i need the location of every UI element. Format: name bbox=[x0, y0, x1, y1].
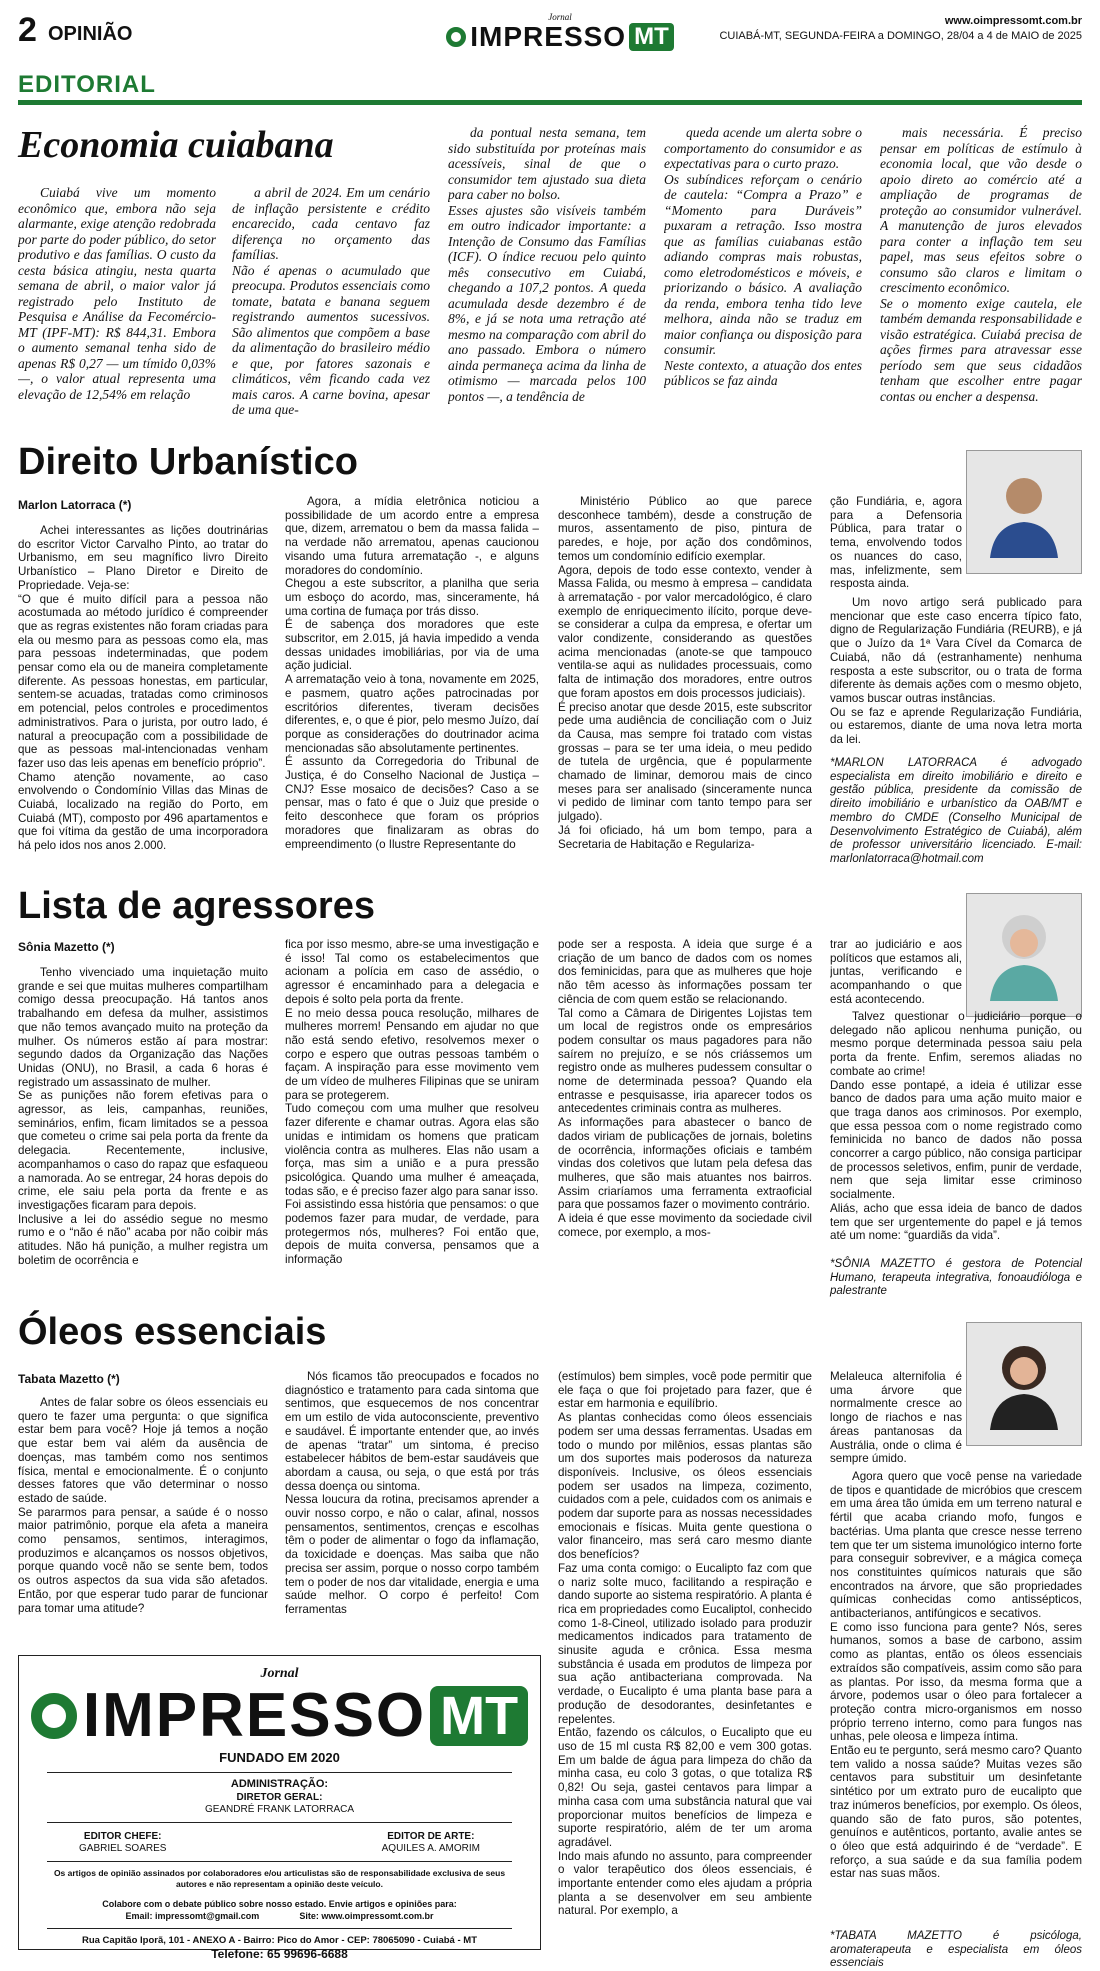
masthead bbox=[430, 12, 690, 52]
article1-col-4b: Um novo artigo será publicado para mencionar que este caso encerra típico fato, digno de Regularização Fundiária (REURB), e já que o Juízo da 1ª Vara Cível da Comarca de Cuiabá, não dá (estranhamente) nenhuma resposta a este subscritor, ou o trata de forma diferente às demais ações com o mesmo objeto, vamos buscar outras instâncias. Ou se faz e aprende Regularização Fundiária, ou estaremos, diante de uma nova letra morta da lei. bbox=[830, 596, 1082, 746]
person-icon bbox=[984, 466, 1064, 558]
editorial-col-3: da pontual nesta semana, tem sido substituída por proteínas mais acessíveis, sinal de que o consumidor tem ajustado sua dieta para caber no bolso. Esses ajustes são visíveis também em outro indicador importante: a Intenção de Consumo das Famílias (ICF). O índice recuou pelo quinto mês consecutivo em Cuiabá, chegando a 107,2 pontos. A queda acumulada desde dezembro é de 8%, e já se nota uma retração até mesmo na comparação com abril do ano passado. Embora o número ainda permaneça acima da linha de otimismo — marcada pelos 100 pontos —, a tendência de bbox=[448, 125, 646, 404]
website: www.oimpressomt.com.br bbox=[944, 15, 1082, 27]
byline: Marlon Latorraca (*) bbox=[18, 498, 132, 512]
editor-arte-nome: AQUILES A. AMORIM bbox=[381, 1843, 480, 1854]
logo-o-icon bbox=[31, 1693, 77, 1739]
editorial-label: EDITORIAL bbox=[18, 71, 156, 98]
article3-col-4b: Agora quero que você pense na variedade de tipos e quantidade de micróbios que crescem em uma área tão úmida em um terreno natural e fértil que acaba criando mofo, fungos e bactérias. Uma planta que cresce nesse terreno tem que ter um sistema imunológico interno forte para conseguir sobreviver, e a mágica começa nos constituintes químicos naturais que são encontrados na árvore, que são propriedades químicas conhecidas como antissépticos, antibacterianos, antifúngicos e secativos. E como isso funciona para gente? Nós, seres humanos, somos a base de carbono, assim como as plantas, então os óleos essenciais extraídos são compatíveis, assim como são para as plantas. Por isso, da mesma forma que a árvore, podemos usar o óleo para fortalecer a proteção contra micro-organismos em nosso próprio terreno interno, como para fungos nas unhas, pele oleosa e limpeza íntima. Então eu te pergunto, será mesmo caro? Quanto tem valido a nossa saúde? Muitas vezes são centavos para substituir um desinfetante sintético por um extrato puro de eucalipto que traz inúmeros benefícios, por exemplo. Os óleos, quando são de fato puros, são potentes, genuínos e autênticos, portanto, avalie antes se o óleo que está adquirindo é de “verdade”. E reforço, a sua saúde e da sua família podem estar nas suas mãos. bbox=[830, 1470, 1082, 1881]
article-title: Lista de agressores bbox=[18, 885, 375, 927]
editor-chefe-label: EDITOR CHEFE: bbox=[83, 1831, 162, 1842]
editorial-col-2: a abril de 2024. Em um cenário de inflação persistente e crédito encarecido, cada centavo faz diferença no orçamento das famílias. Não é apenas o acumulado que preocupa. Produtos essenciais como tomate, batata e banana seguem registrando aumentos sucessivos. São alimentos que compõem a base da alimentação do brasileiro médio e que, por fatores sazonais e climáticos, vêm ficando cada vez mais caros. A carne bovina, apesar de uma que- bbox=[232, 185, 430, 417]
author-bio: *TABATA MAZETTO é psicóloga, aromaterapeuta e especialista em óleos essenciais bbox=[830, 1930, 1082, 1970]
editorial-col-1: Cuiabá vive um momento econômico que, embora não seja alarmante, exige atenção redobrada por parte do poder público, do setor produtivo e das famílias. O custo da cesta básica atingiu, nesta quarta semana de abril, o maior valor já registrado pelo Instituto de Pesquisa e Análise da Fecomércio-MT (IPF-MT): R$ 844,31. Embora o aumento semanal tenha sido de apenas R$ 0,27 — um tímido 0,03% —, o valor atual representa uma elevação de 12,54% em relação bbox=[18, 185, 216, 402]
article2-col-3: pode ser a resposta. A ideia que surge é a criação de um banco de dados com os nomes dos feminicidas, para que as mulheres que hoje não têm acesso às informações possam ter ciência de com quem estão se relacionando. Tal como a Câmara de Dirigentes Lojistas tem um local de registros onde os empresários podem consultar os maus pagadores para não saírem no prejuízo, e se nós criássemos um registro onde as mulheres pudessem consultar o nome de determinada pessoa? Quando ela entrasse e pesquisasse, iria aparecer todos os antecedentes criminais contra as mulheres. As informações para abastecer o banco de dados viriam de publicações de jornais, boletins de ocorrência, informações oficiais e também vindas dos coletivos que lutam pela defesa das mulheres, que são mais atuantes nos bairros. Assim criaríamos uma ferramenta extraoficial para que possamos fazer o movimento contrário. A ideia é que esse movimento da sociedade civil comece, por exemplo, a mos- bbox=[558, 938, 812, 1239]
masthead-word: IMPRESSO bbox=[470, 21, 627, 52]
email[interactable]: Email: impressomt@gmail.com bbox=[125, 1911, 260, 1921]
article3-col-4a: Melaleuca alternifolia é uma árvore que normalmente cresce ao longo de riachos e nas áreas pantanosas da Austrália, onde o clima é sempre úmido. bbox=[830, 1370, 962, 1466]
logo-o-icon bbox=[446, 27, 466, 47]
editorial-bar bbox=[18, 70, 1082, 105]
masthead-mt: MT bbox=[629, 23, 674, 51]
article1-col-1: Achei interessantes as lições doutrinárias do escritor Victor Carvalho Pinto, ao tratar do Urbanismo, em seu magnífico livro Direito Urbanístico – Plano Diretor e Direito de Propriedade. Veja-se: “O que é muito difícil para a pessoa não acostumada ao método jurídico é compreender que as regras existentes não foram criadas para ela ou mesmo para as pessoas como ela, mas para pessoas indeterminadas, que podem pensar como ela ou de maneira completamente diferente. As pessoas honestas, em particular, sentem-se acuadas, tratadas como criminosos em potencial, pelos controles e procedimentos administrativos. Para o jurista, por outro lado, é natural a preocupação com a possibilidade de que as pessoas mal-intencionadas venham fazer uso das leis apenas em benefício próprio”. Chamo atenção novamente, ao caso envolvendo o Condomínio Villas das Minas de Cuiabá, localizado na região do Porto, em Cuiabá (MT), composto por 496 apartamentos e que foi vítima da gestão de uma incorporadora há pelo idos nos anos 2.000. bbox=[18, 524, 268, 853]
article1-col-3: Ministério Público ao que parece desconhece também), desde a construção de muros, assentamento de piso, pintura de paredes, e hoje, por ação dos condôminos, temos um condomínio edifício exemplar. Agora, depois de todo esse contexto, vender à Massa Falida, ou mesmo à empresa – candidata à arrematação - por valor mercadológico, é claro exemplo de enriquecimento ilícito, porque deve-se considerar a culpa da empresa, e ofertar um valor condizente, considerando as questões acima mencionadas (anote-se que tampouco ventila-se aqui as nulidades processuais, como falta de intimação dos moradores, entre outros que foram apostos em dois processos judiciais). É preciso anotar que desde 2015, este subscritor pede uma audiência de conciliação com o Juiz da Causa, mas sempre foi tratado com vistas grossas – para se ter uma ideia, o meu pedido de tutela de urgência, que é popularmente chamado de liminar, demorou mais de cinco meses para ser analisado (sinceramente nunca vi pedido de liminar com tanto tempo para ser julgado). Já foi oficiado, há um bom tempo, para a Secretaria de Habitação e Regulariza- bbox=[558, 495, 812, 851]
telefone: Telefone: 65 99696-6688 bbox=[211, 1947, 348, 1961]
article2-col-1: Tenho vivenciado uma inquietação muito grande e sei que muitas mulheres compartilham comigo dessa preocupação. Há tantos anos trabalhando em defesa da mulher, assistimos que não temos avançado muito na proteção da mulher. Os números estão aí para mostrar: segundo dados da Organização das Nações Unidas (ONU), no Brasil, a cada 6 horas é registrado um assassinato de mulher. Se as punições não forem efetivas para o agressor, as leis, campanhas, reuniões, seminários, enfim, ficam limitados se a pessoa que cometeu o crime sai pela porta da frente da delegacia. Recentemente, inclusive, acompanhamos o caso do rapaz que esfaqueou a namorada. Ao se entregar, 24 horas depois do crime, ele saiu pela porta da frente e as investigações ficaram para depois. Inclusive a lei do assédio segue no mesmo rumo e o “não é não” acaba por não coibir más atitudes. Não há punição, a mulher registra um boletim de ocorrência e bbox=[18, 966, 268, 1267]
editor-chefe-nome: GABRIEL SOARES bbox=[79, 1843, 167, 1854]
article2-col-2: fica por isso mesmo, abre-se uma investigação e é isso! Tal como os estabelecimentos que acionam a polícia em caso de assédio, o agressor é encaminhado para a delegacia e depois é solto pela porta da frente. E no meio dessa pouca resolução, milhares de mulheres morrem! Pensando em ajudar no que não está sendo efetivo, resolvemos mexer o corpo e espero que outras pessoas também o façam. A inspiração para esse movimento vem de um vídeo de mulheres Filipinas que se uniram para se protegerem. Tudo começou com uma mulher que resolveu fazer diferente e chamar outras. Agora elas são unidas e intimidam os homens que praticam violência contra as mulheres. Elas não usam a força, mas sim a união e a pura pressão psicológica. Quando uma mulher é ameaçada, todas são, e é preciso fazer algo para sanar isso. Foi assistindo essa história que pensamos: o que podemos fazer para mudar, de verdade, para protegermos nós, mulheres? Foi então que, depois de muita conversa, pensamos que a informação bbox=[285, 938, 539, 1267]
site[interactable]: Site: www.oimpressomt.com.br bbox=[299, 1911, 434, 1921]
address: Rua Capitão Iporã, 101 - ANEXO A - Bairro: Pico do Amor - CEP: 78065090 - Cuiabá - MT bbox=[81, 1935, 478, 1946]
byline: Tabata Mazetto (*) bbox=[18, 1372, 120, 1386]
article3-col-2: Nós ficamos tão preocupados e focados no diagnóstico e tratamento para cada sintoma que sentimos, que esquecemos de nos concentrar em um estilo de vida autoconsciente, preventivo e saudável. É importante entender que, ao invés de apenas “tratar” um sintoma, é preciso estabelecer hábitos de bem-estar saudáveis que abordam a causa, ou seja, o que está por trás dessa doença ou sintoma. Nessa loucura da rotina, precisamos aprender a ouvir nosso corpo, e não o calar, afinal, nossos pensamentos, sentimentos, crenças e escolhas têm o poder de alimentar o fogo da inflamação, da toxicidade e doenças. Mas saiba que não precisa ser assim, porque o nosso corpo também tem o poder de nos dar vitalidade, energia e uma saúde melhor. O corpo é perfeito! Com ferramentas bbox=[285, 1370, 539, 1616]
byline: Sônia Mazetto (*) bbox=[18, 940, 115, 954]
author-bio: *MARLON LATORRACA é advogado especialista em direito imobiliário e direito e gestão pública, presidente da comissão de direito imobiliário e urbanístico da OAB/MT e membro do CMDE (Conselho Municipal de Desenvolvimento Estratégico de Cuiabá), além de professor universitário licenciado. E-mail: marlonlatorraca@hotmail.com bbox=[830, 757, 1082, 865]
logo-mt: MT bbox=[430, 1686, 528, 1746]
expediente-jornal: Jornal bbox=[260, 1666, 299, 1681]
divider bbox=[47, 1772, 512, 1773]
disclaimer: Os artigos de opinião assinados por colaboradores e/ou articulistas são de responsabilidade exclusiva de seus autores e não representam a opinião deste veículo. bbox=[53, 1868, 506, 1889]
masthead-jornal: Jornal bbox=[548, 12, 572, 22]
diretor-label: DIRETOR GERAL: bbox=[236, 1792, 323, 1803]
divider bbox=[47, 1861, 512, 1862]
author-photo bbox=[966, 450, 1082, 574]
article-title: Óleos essenciais bbox=[18, 1311, 327, 1353]
logo-word: IMPRESSO bbox=[82, 1681, 427, 1750]
expediente-logo bbox=[19, 1681, 540, 1750]
article2-col-4b: Talvez questionar o judiciário porque o delegado não aplicou nenhuma punição, ou mesmo porque determinada pessoa saiu pela porta da frente. Enfim, seremos aliadas no combate ao crime! Dando esse pontapé, a ideia é utilizar esse banco de dados para uma ação muito maior e que traga danos aos criminosos. Por exemplo, que essa pessoa com o nome registrado como feminicida no banco de dados não possa concorrer a cargo público, não consiga participar de processos seletivos, enfim, punir de verdade, nem que seja limitar esse criminoso socialmente. Aliás, acho que essa ideia de banco de dados tem que ser urgentemente do papel e já temos até um nome: “guardiãs da vida”. bbox=[830, 1010, 1082, 1243]
fundado: FUNDADO EM 2020 bbox=[219, 1750, 340, 1765]
article2-col-4a: trar ao judiciário e aos políticos que estamos ali, juntas, verificando e acompanhando o que está acontecendo. bbox=[830, 938, 962, 1006]
article1-col-2: Agora, a mídia eletrônica noticiou a possibilidade de um acordo entre a empresa que, dizem, arrematou o bem da massa falida – na verdade não arrematou, apenas caucionou visando uma futura arrematação -, e alguns moradores do condomínio. Chegou a este subscritor, a planilha que seria um esboço do acordo, mas, sinceramente, há uma cortina de fumaça por trás disso. É de sabença dos moradores que este subscritor, em 2.015, já havia impedido a venda dessas unidades imobiliárias, por via de uma ação judicial. A arrematação veio à tona, novamente em 2025, e pasmem, quatro ações patrocinadas por escritórios diferentes, tiveram decisões diferentes, e, o que é pior, pelo mesmo Juízo, daí porque as considerações do doutrinador acima mencionadas são absolutamente pertinentes. É assunto da Corregedoria do Tribunal de Justiça, é do Conselho Nacional de Justiça – CNJ? Esse mosaico de decisões? Caso a se pensar, mas o fato é que o Juiz que preside o feito desconhece que foram os próprios moradores que finalizaram as obras do empreendimento (o Ilustre Representante do bbox=[285, 495, 539, 851]
colabore: Colabore com o debate público sobre nosso estado. Envie artigos e opiniões para: bbox=[102, 1899, 457, 1909]
person-icon bbox=[984, 909, 1064, 1001]
article3-col-1: Antes de falar sobre os óleos essenciais eu quero te fazer uma pergunta: o que significa estar bem para você? Hoje já temos a noção que estar bem vai além da ausência de doenças, mas também como nos sentimos física, mental e emocionalmente. É o conjunto desses fatores que vão determinar o nosso estado de saúde. Se pararmos para pensar, a saúde é o nosso maior patrimônio, porque ela afeta a maneira como pensamos, sentimos, interagimos, produzimos e alcançamos os nossos objetivos, porque quando você não se sente bem, todos os outros aspectos da sua vida são afetados. Então, por que esperar tudo parar de funcionar para tomar uma atitude? bbox=[18, 1396, 268, 1615]
editorial-col-4: queda acende um alerta sobre o comportamento do consumidor e as expectativas para o curto prazo. Os subíndices reforçam o cenário de cautela: “Compra a Prazo” e “Momento para Duráveis” puxaram a retração. Isso mostra que as famílias cuiabanas estão adiando compras mais robustas, como eletrodomésticos e móveis, e priorizando o básico. A avaliação da renda, embora tenha tido leve melhora, ainda não se traduz em maior confiança ou disposição para consumir. Neste contexto, a atuação dos entes públicos se faz ainda bbox=[664, 125, 862, 388]
page-header bbox=[18, 10, 1082, 54]
editor-arte-label: EDITOR DE ARTE: bbox=[387, 1831, 475, 1842]
divider bbox=[47, 1928, 512, 1929]
article-title: Direito Urbanístico bbox=[18, 441, 358, 483]
author-photo bbox=[966, 893, 1082, 1017]
article1-col-4a: ção Fundiária, e, agora para a Defensoria Pública, para tratar o tema, envolvendo todos os nuances do caso, mas, infelizmente, sem resposta ainda. bbox=[830, 495, 962, 591]
author-photo bbox=[966, 1322, 1082, 1446]
section-name: OPINIÃO bbox=[48, 23, 133, 45]
article3-col-3: (estímulos) bem simples, você pode permitir que ele faça o que foi projetado para fazer, que é estar em harmonia e equilíbrio. As plantas conhecidas como óleos essenciais podem ser uma dessas ferramentas. Usadas em todo o mundo por milênios, essas plantas são um dos suportes mais poderosos da natureza disponíveis. Inclusive, os óleos essenciais podem ser usados na limpeza, cozimento, cuidados com a pele, cuidados com os animais e podem dar suporte para as nossas necessidades emocionais e físicas. Muita gente questiona o valor financeiro, mas será caro mesmo diante dos benefícios? Faz uma conta comigo: o Eucalipto faz com que o nariz solte muco, facilitando a respiração e dando suporte ao sistema respiratório. A planta é rica em propriedades como Eucaliptol, conhecido como 1-8-Cineol, utilizado isolado para produzir medicamentos indicados para tratamento de sinusite aguda e crônica. Essa mesma substância é usada em produtos de limpeza por sua ação antibacteriana comprovada. Na verdade, o Eucalipto é uma planta base para a produção de desodorantes, desinfetantes e repelentes. Então, fazendo os cálculos, o Eucalipto que eu uso de 15 ml custa R$ 82,00 e vem 300 gotas. Em um balde de água para limpeza do chão da minha casa, eu colo 3 gotas, o que totaliza R$ 0,82! Ou seja, gastei centavos para limpar a minha casa com uma substância natural que vai proporcionar muitos benefícios de limpeza e suporte respiratório, além de ter um aroma agradável. Indo mais afundo no assunto, para compreender o valor terapêutico dos óleos essenciais, é importante entender como eles ajudam a própria planta a se desenvolver em seu ambiente natural. Por exemplo, a bbox=[558, 1370, 812, 1918]
editorial-col-5: mais necessária. É preciso pensar em políticas de estímulo à economia local, que vão desde o apoio direto ao comércio até a ampliação de programas de proteção ao consumidor vulnerável. A manutenção de juros elevados para conter a inflação tem seu papel, mas seus efeitos sobre o consumo são claros e limitam o crescimento econômico. Se o momento exige cautela, ele também demanda responsabilidade e visão estratégica. Cuiabá precisa de ações firmes para atravessar esse período sem que seus cidadãos tenham que escolher entre pagar contas ou encher a despensa. bbox=[880, 125, 1082, 404]
administracao: ADMINISTRAÇÃO: bbox=[230, 1778, 329, 1790]
diretor-nome: GEANDRÉ FRANK LATORRACA bbox=[204, 1804, 355, 1815]
author-bio: *SÔNIA MAZETTO é gestora de Potencial Humano, terapeuta integrativa, fonoaudióloga e palestrante bbox=[830, 1258, 1082, 1298]
editorial-title: Economia cuiabana bbox=[18, 124, 334, 166]
page-number: 2 bbox=[18, 11, 37, 49]
expediente-box bbox=[18, 1655, 541, 1961]
dateline: CUIABÁ-MT, SEGUNDA-FEIRA a DOMINGO, 28/04 a 4 de MAIO de 2025 bbox=[719, 30, 1082, 42]
person-icon bbox=[984, 1338, 1064, 1430]
divider bbox=[47, 1822, 512, 1823]
